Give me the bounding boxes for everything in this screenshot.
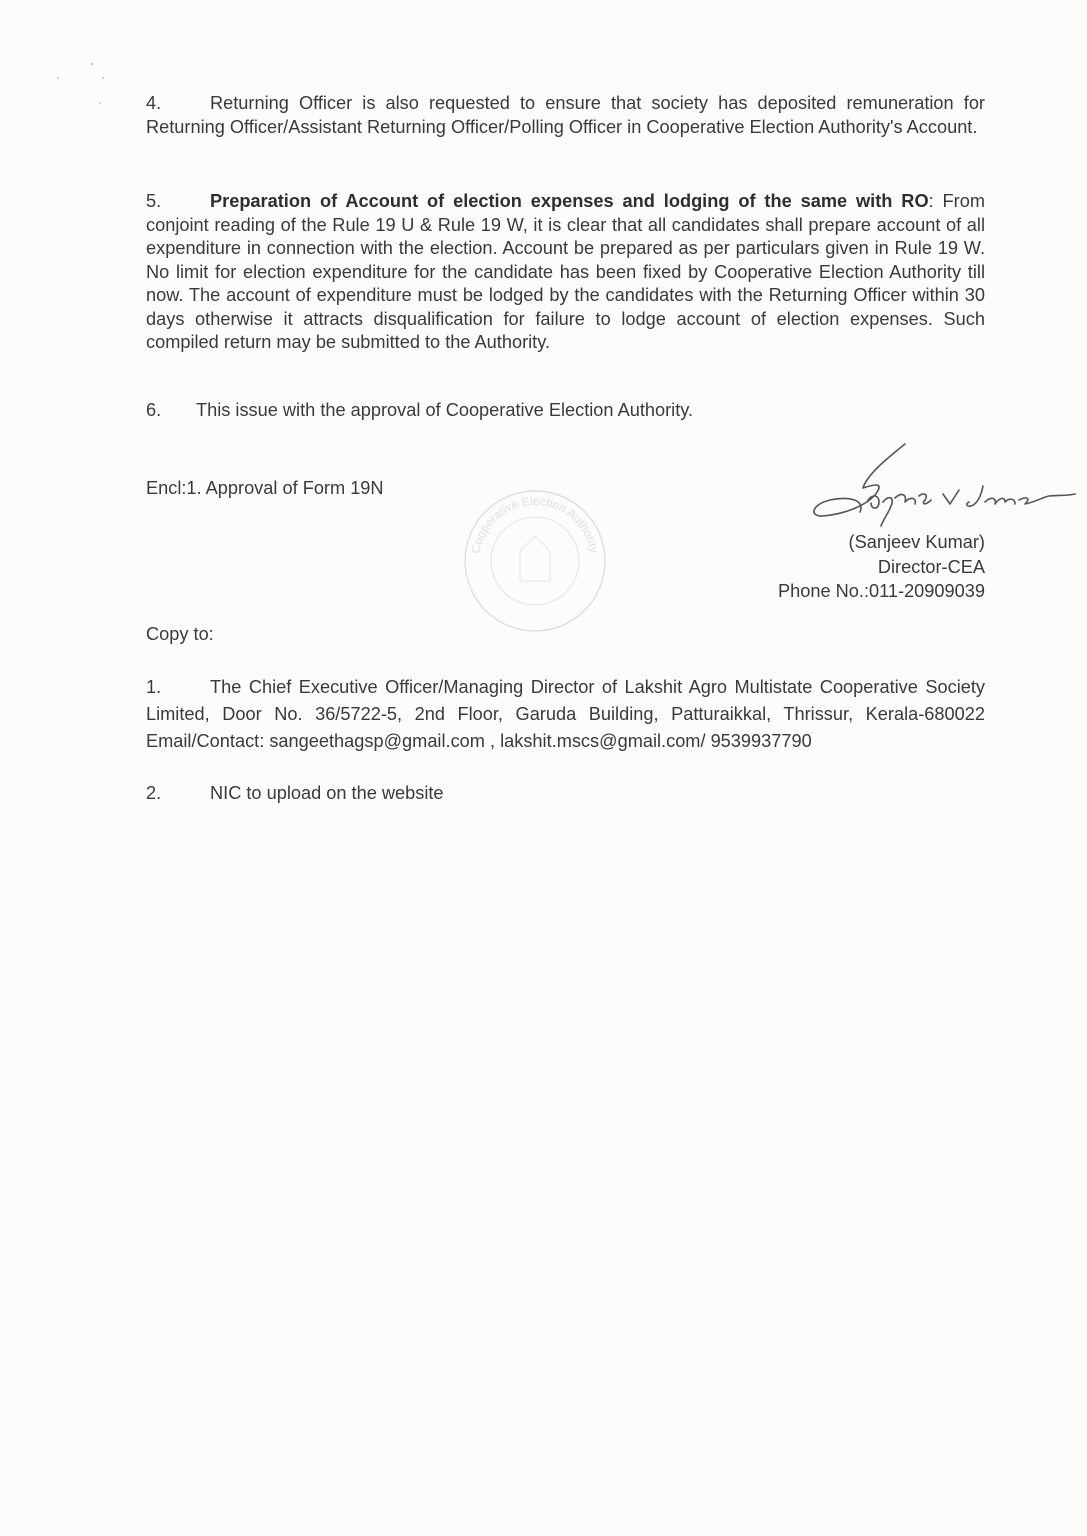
official-seal xyxy=(460,486,610,636)
signatory-designation: Director-CEA xyxy=(877,556,985,577)
handwritten-signature xyxy=(805,440,1080,535)
signatory-phone: Phone No.:011-20909039 xyxy=(778,581,985,601)
copy-item-1 xyxy=(146,674,985,755)
copy-item-1-text: The Chief Executive Officer/Managing Director of Lakshit Agro Multistate Cooperative Society Limited, Door No. 36/5722-5, 2nd Floor, Garuda Building, Patturaikkal, Thrissur, Kerala-680022 Email/Contact: sangeethagsp@gmail.com , lakshit.mscs@gmail.com/ 9539937790 xyxy=(146,677,985,751)
enclosure: Encl:1. Approval of Form 19N xyxy=(146,478,384,498)
item-5 xyxy=(146,190,985,355)
signature-block xyxy=(778,530,985,604)
item-4-number: 4. xyxy=(146,93,162,113)
item-4 xyxy=(146,92,985,139)
copy-item-2-text: NIC to upload on the website xyxy=(210,783,444,803)
seal-text: Cooperative Election Authority xyxy=(468,493,602,555)
copy-item-1-number: 1. xyxy=(146,677,162,697)
svg-text:Cooperative Election Authority xyxy=(468,494,601,555)
item-5-heading: Preparation of Account of election expenses and lodging of the same with RO xyxy=(210,191,929,211)
copy-item-2-number: 2. xyxy=(146,783,162,803)
item-6-text: This issue with the approval of Cooperative Election Authority. xyxy=(196,400,694,420)
item-4-text: Returning Officer is also requested to ensure that society has deposited remuneration for Returning Officer/Assistant Returning Officer/Polling Officer in Cooperative Election Authority's Account. xyxy=(146,93,985,137)
item-5-text: : From conjoint reading of the Rule 19 U & Rule 19 W, it is clear that all candidates shall prepare account of all expenditure in connection with the election. Account be prepared as per particulars given in Rule 19 W. No limit for election expenditure for the candidate has been fixed by Cooperative Election Authority till now. The account of expenditure must be lodged by the candidates with the Returning Officer within 30 days otherwise it attracts disqualification for failure to lodge account of election expenses. Such compiled return may be submitted to the Authority. xyxy=(146,191,985,352)
copy-to-label: Copy to: xyxy=(146,624,214,644)
signatory-name: (Sanjeev Kumar) xyxy=(848,532,985,552)
item-6 xyxy=(146,399,985,423)
copy-item-2 xyxy=(146,782,985,806)
item-5-number: 5. xyxy=(146,191,162,211)
item-6-number: 6. xyxy=(146,400,162,420)
